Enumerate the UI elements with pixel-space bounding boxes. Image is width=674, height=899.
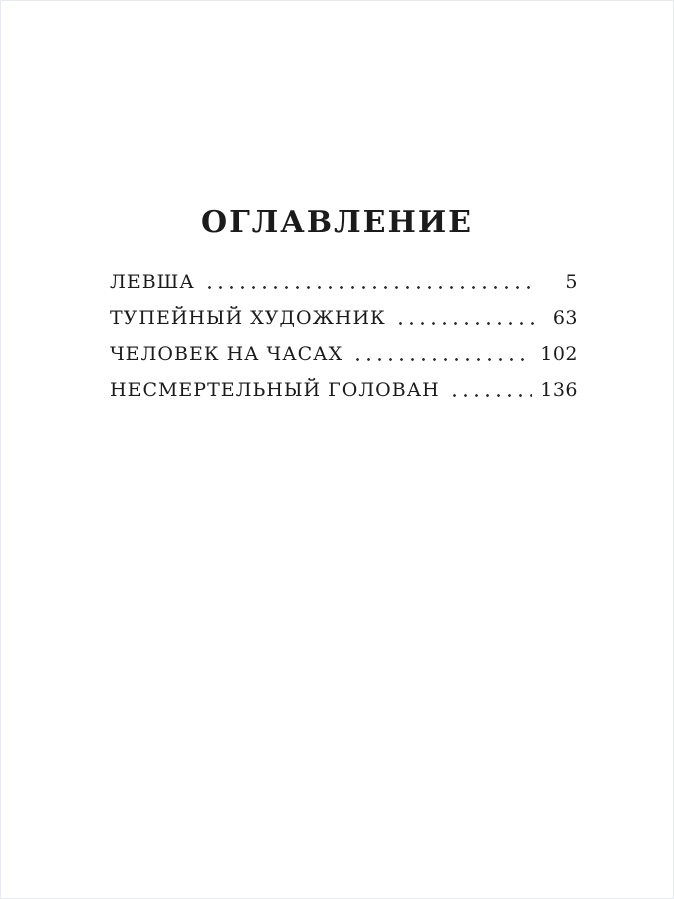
toc-entry-page-number: 63 <box>552 307 578 329</box>
dot-leader <box>350 336 532 372</box>
toc-entry-label: ЛЕВША <box>110 271 195 293</box>
toc-entry <box>110 372 578 408</box>
toc-list <box>110 264 578 408</box>
toc-entry <box>110 300 578 336</box>
toc-entry <box>110 264 578 300</box>
page-title: ОГЛАВЛЕНИЕ <box>200 205 474 240</box>
toc-entry-label: ТУПЕЙНЫЙ ХУДОЖНИК <box>110 307 386 329</box>
dot-leader <box>202 264 534 300</box>
toc-entry-page-number: 102 <box>540 343 578 365</box>
toc-entry-label: НЕСМЕРТЕЛЬНЫЙ ГОЛОВАН <box>110 379 440 401</box>
toc-entry-page-number: 5 <box>565 271 578 293</box>
toc-entry-label: ЧЕЛОВЕК НА ЧАСАХ <box>110 343 344 365</box>
toc-entry-page-number: 136 <box>540 379 578 401</box>
dot-leader <box>393 300 534 336</box>
toc-entry <box>110 336 578 372</box>
dot-leader <box>447 372 533 408</box>
